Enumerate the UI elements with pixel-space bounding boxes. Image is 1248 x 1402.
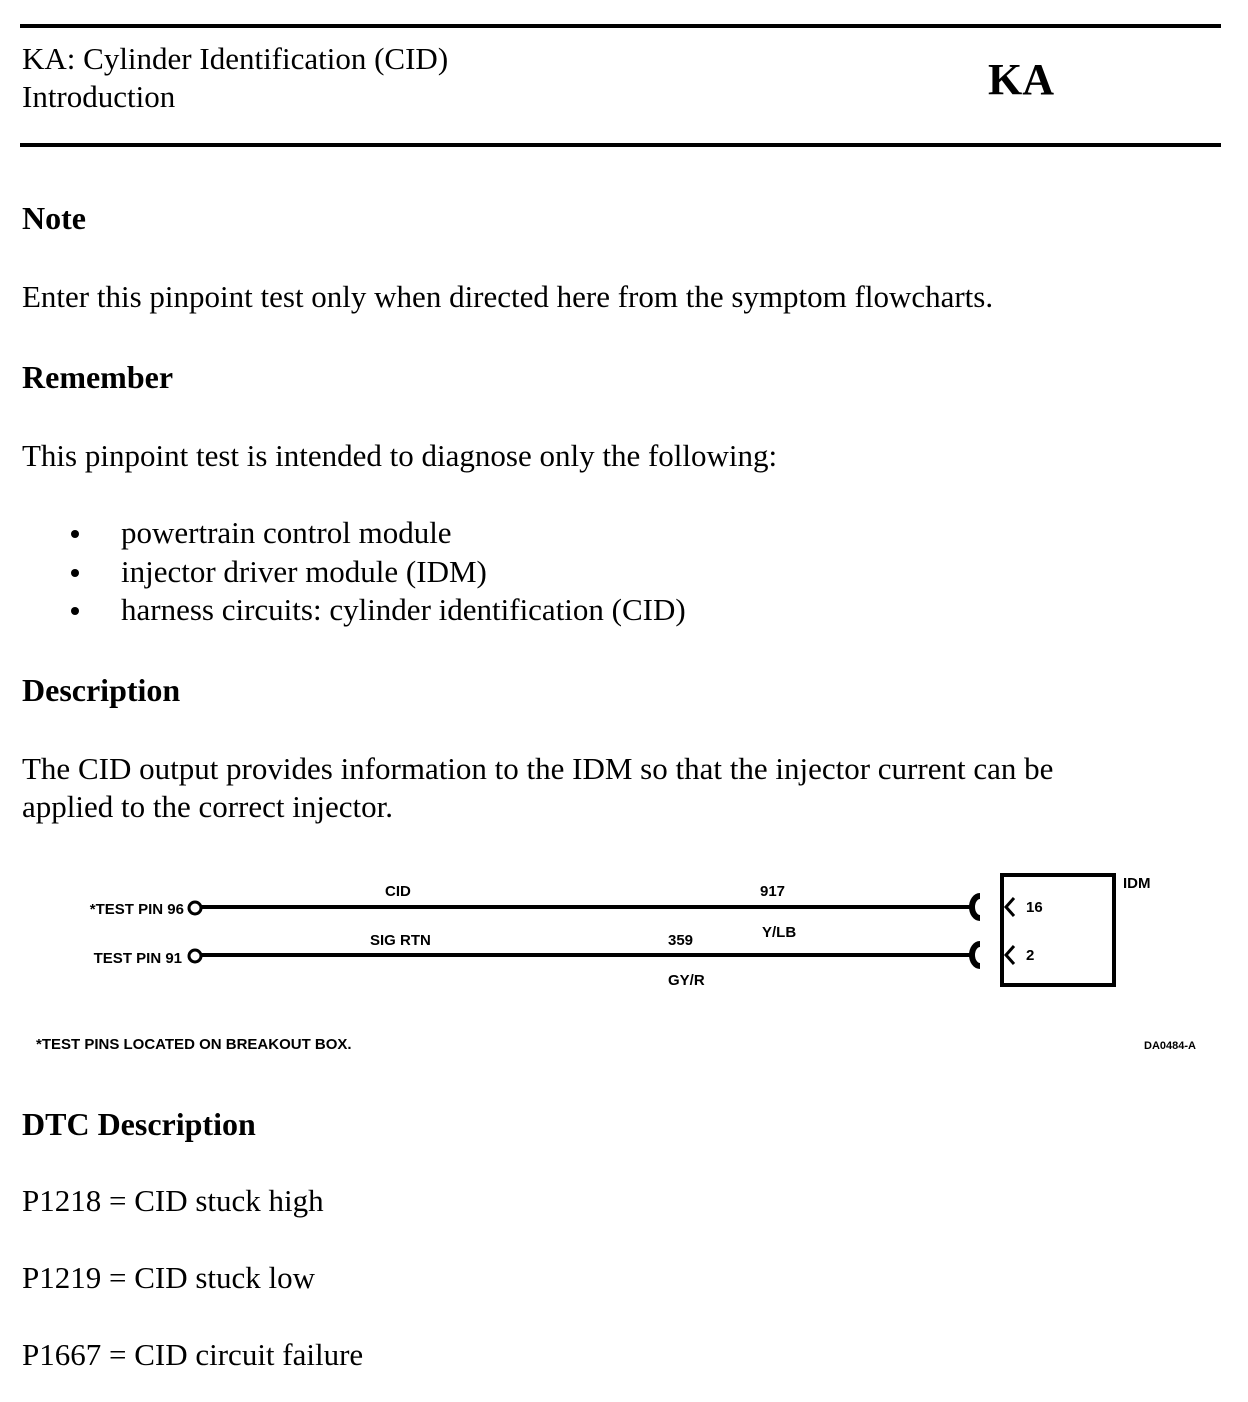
remember-intro: This pinpoint test is intended to diagnose only the following: (22, 438, 778, 473)
idm-pin-2-label: 2 (1026, 947, 1035, 964)
sig-rtn-wire-color: GY/R (668, 972, 705, 989)
cid-wire-name: CID (385, 883, 411, 900)
bullet-icon (71, 530, 79, 538)
top-rule (20, 24, 1221, 28)
note-text: Enter this pinpoint test only when directed here from the symptom flowcharts. (22, 279, 994, 314)
cid-wire-color: Y/LB (762, 924, 797, 941)
test-pin-96-terminal (189, 902, 201, 914)
sig-rtn-wire-name: SIG RTN (370, 932, 431, 949)
remember-heading: Remember (22, 359, 174, 395)
dtc-item: P1218 = CID stuck high (22, 1183, 324, 1218)
figure-id: DA0484-A (1144, 1040, 1196, 1052)
dtc-item: P1219 = CID stuck low (22, 1260, 316, 1295)
test-pin-91-terminal (189, 950, 201, 962)
bullet-icon (71, 607, 79, 615)
bullet-icon (71, 569, 79, 577)
idm-pin-16-label: 16 (1026, 899, 1043, 916)
dtc-heading: DTC Description (22, 1106, 256, 1142)
page-subtitle: Introduction (22, 79, 176, 114)
list-item: powertrain control module (0, 514, 686, 553)
wiring-diagram (0, 860, 1248, 1060)
description-line-1: The CID output provides information to the IDM so that the injector current can be (22, 751, 1054, 786)
page-title: KA: Cylinder Identification (CID) (22, 41, 449, 76)
pin-96-label: *TEST PIN 96 (89, 901, 184, 918)
idm-module-box (1002, 875, 1114, 985)
list-item: harness circuits: cylinder identification (CID) (0, 591, 686, 630)
idm-label: IDM (1123, 875, 1151, 892)
connector-1-icon (972, 896, 980, 918)
remember-list (0, 514, 686, 630)
connector-2-icon (972, 944, 980, 966)
dtc-item: P1667 = CID circuit failure (22, 1337, 364, 1372)
list-item: injector driver module (IDM) (0, 553, 686, 592)
description-heading: Description (22, 672, 181, 708)
description-line-2: applied to the correct injector. (22, 789, 393, 824)
sig-rtn-circuit-number: 359 (668, 932, 694, 949)
note-heading: Note (22, 200, 86, 236)
cid-circuit-number: 917 (760, 883, 786, 900)
diagram-footnote: *TEST PINS LOCATED ON BREAKOUT BOX. (36, 1036, 352, 1053)
section-code: KA (988, 55, 1054, 104)
header-rule (20, 143, 1221, 147)
pin-91-label: TEST PIN 91 (93, 950, 182, 967)
